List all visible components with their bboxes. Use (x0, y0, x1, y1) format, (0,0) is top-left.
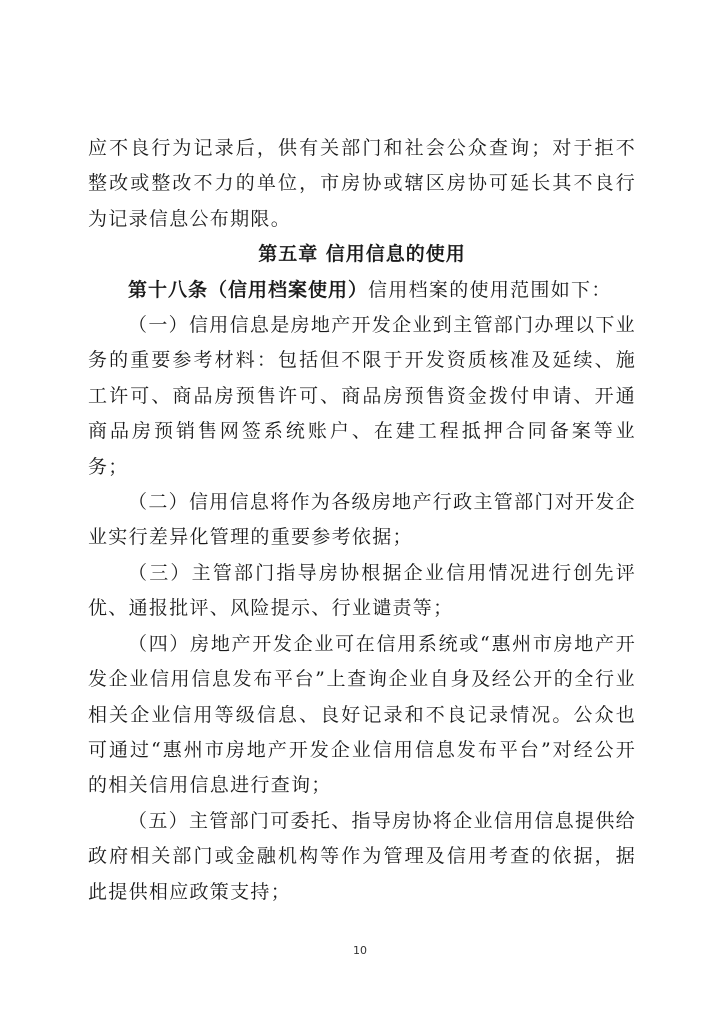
continuation-paragraph: 应不良行为记录后，供有关部门和社会公众查询；对于拒不整改或整改不力的单位，市房协或辖区房协可延长其不良行为记录信息公布期限。 (88, 137, 636, 230)
page-body (88, 131, 636, 910)
item-2: （二）信用信息将作为各级房地产行政主管部门对开发企业实行差异化管理的重要参考依据； (88, 491, 636, 549)
article-18-paragraph (88, 273, 636, 308)
item-1: （一）信用信息是房地产开发企业到主管部门办理以下业务的重要参考材料：包括但不限于开发资质核准及延续、施工许可、商品房预售许可、商品房预售资金拨付申请、开通商品房预销售网签系统账户、在建工程抵押合同备案等业务； (88, 314, 636, 478)
item-4: （四）房地产开发企业可在信用系统或“惠州市房地产开发企业信用信息发布平台”上查询企业自身及经公开的全行业相关企业信用等级信息、良好记录和不良记录情况。公众也可通过“惠州市房地产开发企业信用信息发布平台”对经公开的相关信用信息进行查询； (88, 632, 636, 797)
item-3: （三）主管部门指导房协根据企业信用情况进行创先评优、通报批评、风险提示、行业谴责等； (88, 561, 636, 620)
article-title: 第十八条（信用档案使用） (128, 278, 369, 301)
page-number: 10 (353, 944, 367, 957)
article-intro: 信用档案的使用范围如下： (368, 278, 612, 301)
chapter-heading: 第五章 信用信息的使用 (258, 243, 466, 266)
item-5: （五）主管部门可委托、指导房协将企业信用信息提供给政府相关部门或金融机构等作为管理及信用考查的依据，据此提供相应政策支持； (88, 809, 636, 903)
